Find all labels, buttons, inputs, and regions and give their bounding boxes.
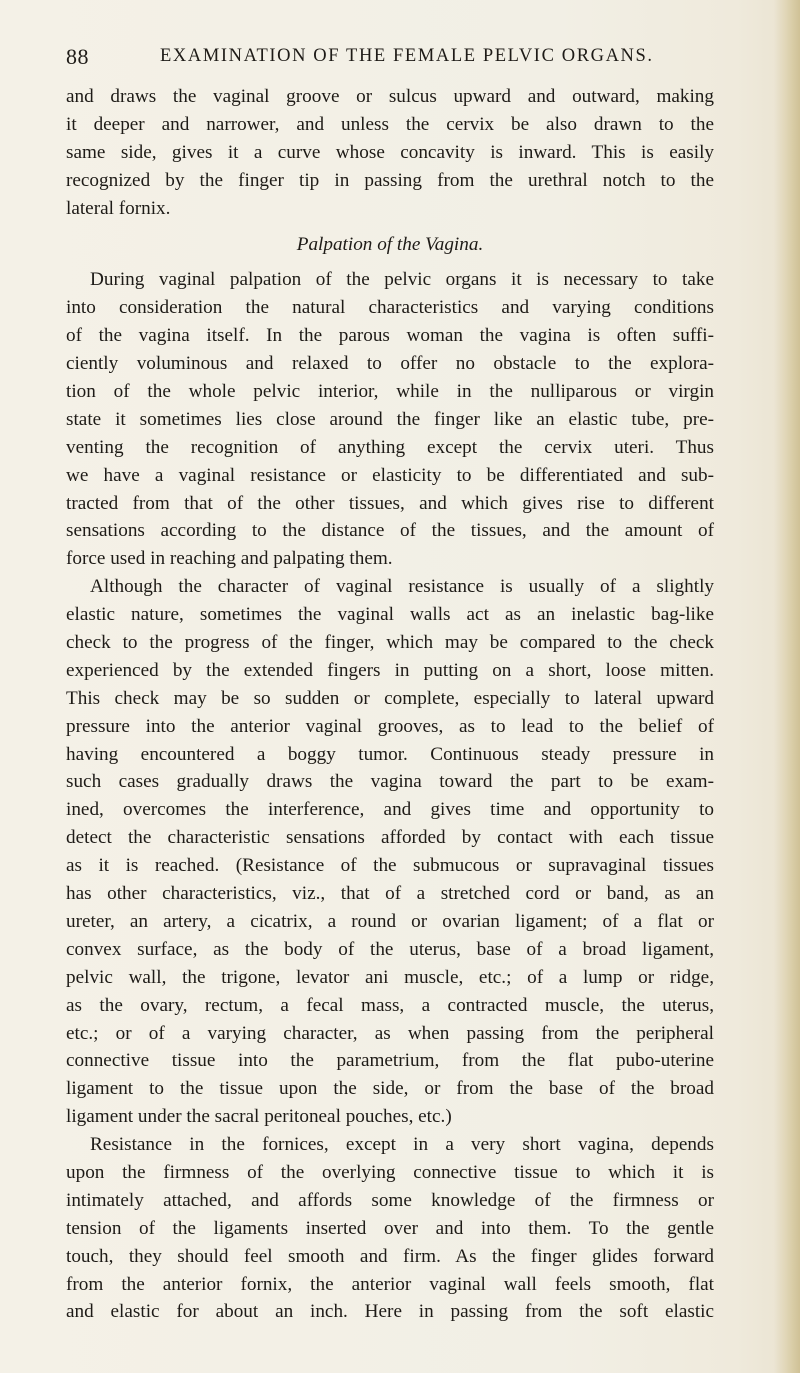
text-line: sensations according to the distance of the tissues, and the amount of: [66, 520, 714, 542]
text-line: has other characteristics, viz., that of a stretched cord or band, as an: [66, 883, 714, 905]
page-number: 88: [66, 44, 89, 69]
text-line: detect the characteristic sensations afforded by contact with each tissue: [66, 827, 714, 849]
text-line: elastic nature, sometimes the vaginal walls act as an inelastic bag-like: [66, 604, 714, 626]
text-line: tion of the whole pelvic interior, while in the nulliparous or virgin: [66, 381, 714, 403]
paragraph: [66, 266, 714, 573]
section-heading: Palpation of the Vagina.: [296, 234, 484, 256]
text-line: touch, they should feel smooth and firm. As the finger glides forward: [66, 1245, 714, 1267]
text-line: During vaginal palpation of the pelvic organs it is necessary to take: [90, 269, 714, 291]
text-line: connective tissue into the parametrium, from the flat pubo-uterine: [66, 1050, 714, 1072]
text-line: upon the firmness of the overlying connective tissue to which it is: [66, 1161, 714, 1183]
text-line: and draws the vaginal groove or sulcus upward and outward, making: [66, 86, 714, 107]
text-line: state it sometimes lies close around the finger like an elastic tube, pre-: [66, 408, 714, 430]
text-line: etc.; or of a varying character, as when passing from the peripheral: [66, 1022, 714, 1044]
paragraph-continuation: [66, 83, 714, 222]
text-line: of the vagina itself. In the parous woman the vagina is often suffi-: [66, 325, 714, 347]
text-line: into consideration the natural characteristics and varying conditions: [66, 297, 714, 319]
text-line: recognized by the finger tip in passing from the urethral notch to the: [66, 169, 714, 191]
page-header: [66, 44, 706, 74]
text-line: tension of the ligaments inserted over and into them. To the gentle: [66, 1217, 714, 1239]
text-line: Resistance in the fornices, except in a very short vagina, depends: [90, 1134, 714, 1156]
text-line: venting the recognition of anything except the cervix uteri. Thus: [66, 436, 714, 458]
text-line: having encountered a boggy tumor. Continuous steady pressure in: [66, 743, 714, 765]
text-line: such cases gradually draws the vagina toward the part to be exam-: [66, 771, 714, 793]
text-line: ciently voluminous and relaxed to offer no obstacle to the explora-: [66, 353, 714, 375]
text-line: ligament under the sacral peritoneal pouches, etc.): [66, 1106, 452, 1128]
text-line: force used in reaching and palpating them.: [66, 548, 393, 570]
text-line: pelvic wall, the trigone, levator ani muscle, etc.; of a lump or ridge,: [66, 966, 714, 988]
body-text: [66, 83, 714, 1326]
text-line: it deeper and narrower, and unless the cervix be also drawn to the: [66, 113, 714, 135]
text-line: as it is reached. (Resistance of the submucous or supravaginal tissues: [66, 855, 714, 877]
text-line: tracted from that of the other tissues, and which gives rise to different: [66, 492, 714, 514]
text-line: experienced by the extended fingers in putting on a short, loose mitten.: [66, 659, 714, 681]
running-head: EXAMINATION OF THE FEMALE PELVIC ORGANS.: [160, 46, 654, 66]
text-line: pressure into the anterior vaginal grooves, as to lead to the belief of: [66, 715, 714, 737]
paragraph: [66, 573, 714, 1131]
text-line: and elastic for about an inch. Here in passing from the soft elastic: [66, 1301, 714, 1323]
text-line: lateral fornix.: [66, 197, 171, 219]
page-edge-shadow: [774, 0, 800, 1373]
text-line: convex surface, as the body of the uterus, base of a broad ligament,: [66, 938, 714, 960]
text-line: intimately attached, and affords some knowledge of the firmness or: [66, 1189, 714, 1211]
text-line: This check may be so sudden or complete, especially to lateral upward: [66, 687, 714, 709]
text-line: we have a vaginal resistance or elasticity to be differentiated and sub-: [66, 464, 714, 486]
text-line: ureter, an artery, a cicatrix, a round or ovarian ligament; of a flat or: [66, 910, 714, 932]
text-line: same side, gives it a curve whose concavity is inward. This is easily: [66, 141, 714, 163]
text-line: as the ovary, rectum, a fecal mass, a contracted muscle, the uterus,: [66, 994, 714, 1016]
paragraph: [66, 1131, 714, 1326]
text-line: check to the progress of the finger, which may be compared to the check: [66, 632, 714, 654]
text-line: Although the character of vaginal resistance is usually of a slightly: [90, 576, 714, 598]
text-line: from the anterior fornix, the anterior vaginal wall feels smooth, flat: [66, 1273, 714, 1295]
text-line: ligament to the tissue upon the side, or from the base of the broad: [66, 1078, 714, 1100]
text-line: ined, overcomes the interference, and gives time and opportunity to: [66, 799, 714, 821]
